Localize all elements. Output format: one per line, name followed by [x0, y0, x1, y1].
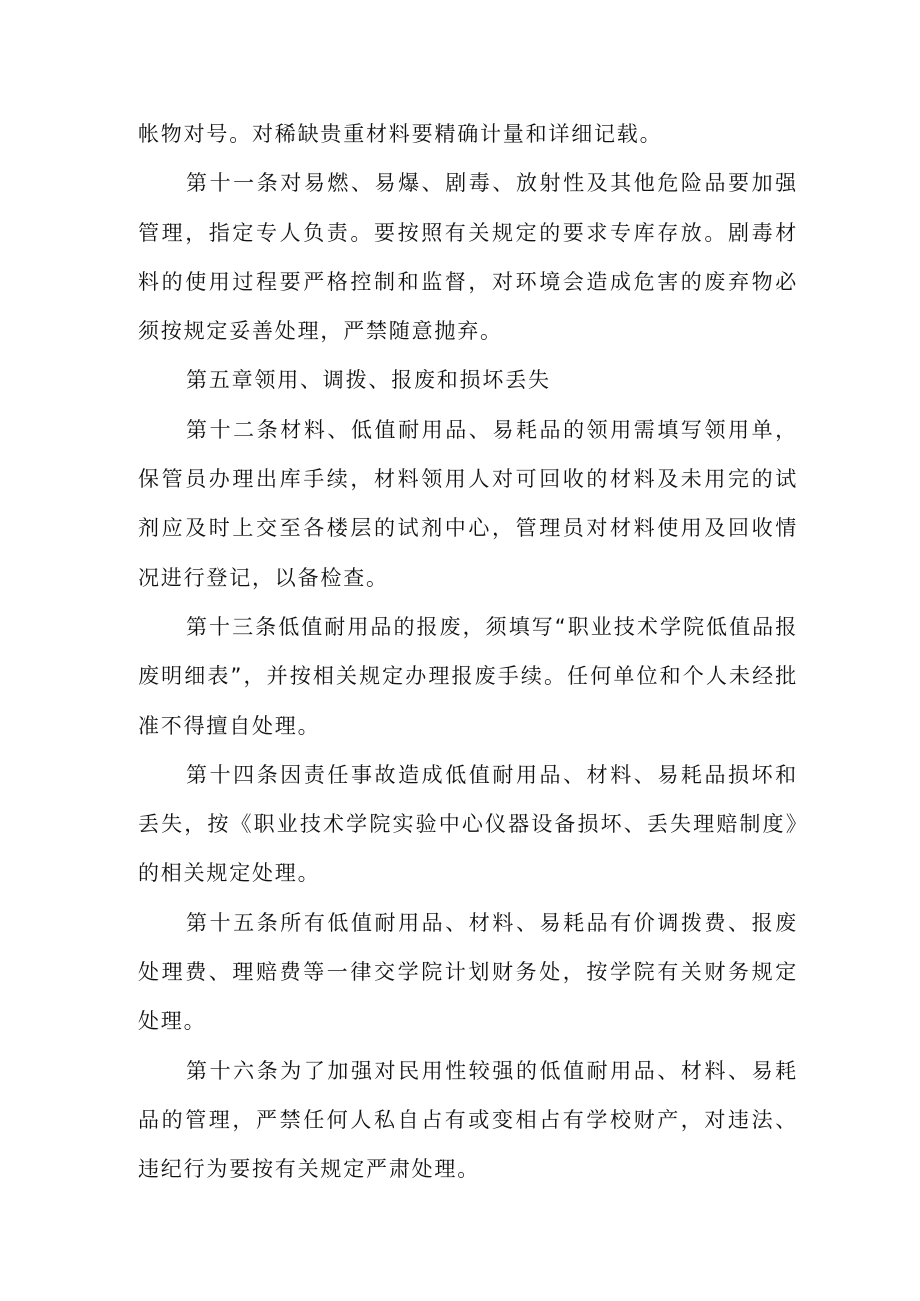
document-body [138, 110, 798, 1195]
paragraph-article-15: 第十五条所有低值耐用品、材料、易耗品有价调拨费、报废处理费、理赔费等一律交学院计划财务处，按学院有关财务规定处理。 [138, 910, 798, 1034]
chapter-heading-5: 第五章领用、调拨、报废和损坏丢失 [186, 368, 551, 393]
paragraph-article-11: 第十一条对易燃、易爆、剧毒、放射性及其他危险品要加强管理，指定专人负责。要按照有关规定的要求专库存放。剧毒材料的使用过程要严格控制和监督，对环境会造成危害的废弃物必须按规定妥善处理，严禁随意抛弃。 [138, 171, 798, 344]
paragraph-article-13: 第十三条低值耐用品的报废，须填写“职业技术学院低值品报废明细表”，并按相关规定办理报废手续。任何单位和个人未经批准不得擅自处理。 [138, 614, 798, 738]
paragraph-article-16: 第十六条为了加强对民用性较强的低值耐用品、材料、易耗品的管理，严禁任何人私自占有或变相占有学校财产，对违法、违纪行为要按有关规定严肃处理。 [138, 1058, 798, 1182]
paragraph-article-14: 第十四条因责任事故造成低值耐用品、材料、易耗品损坏和丢失，按《职业技术学院实验中心仪器设备损坏、丢失理赔制度》的相关规定处理。 [138, 762, 798, 886]
paragraph-article-12: 第十二条材料、低值耐用品、易耗品的领用需填写领用单，保管员办理出库手续，材料领用人对可回收的材料及未用完的试剂应及时上交至各楼层的试剂中心，管理员对材料使用及回收情况进行登记，以备检查。 [138, 417, 798, 590]
paragraph-continuation: 帐物对号。对稀缺贵重材料要精确计量和详细记载。 [138, 122, 663, 146]
